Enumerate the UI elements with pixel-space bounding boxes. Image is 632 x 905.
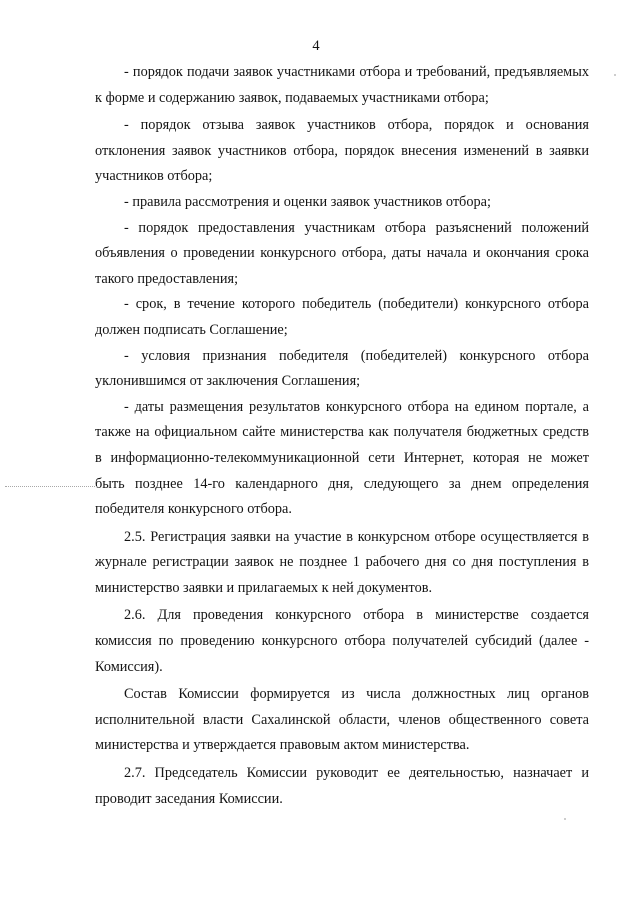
- paragraph-signing-deadline: - срок, в течение которого победитель (победители) конкурсного отбора должен подписать Соглашение;: [95, 296, 589, 338]
- paragraph-withdrawal-procedure: - порядок отзыва заявок участников отбора, порядок и основания отклонения заявок участников отбора, порядок внесения изменений в заявки участников отбора;: [95, 117, 589, 185]
- page-number: 4: [312, 38, 320, 54]
- paragraph-evasion-conditions: - условия признания победителя (победителей) конкурсного отбора уклонившимся от заключения Соглашения;: [95, 347, 589, 390]
- paragraph-2-7-chairman: 2.7. Председатель Комиссии руководит ее деятельностью, назначает и проводит заседания Комиссии.: [95, 765, 589, 807]
- scan-artifact-dot: [614, 74, 616, 76]
- paragraph-commission-composition: Состав Комиссии формируется из числа должностных лиц органов исполнительной власти Сахалинской области, членов общественного совета министерства и утверждается правовым актом министерства.: [95, 686, 589, 754]
- paragraph-results-publication: - даты размещения результатов конкурсного отбора на едином портале, а также на официальном сайте министерства как получателя бюджетных средств в информационно-телекоммуникационной сети Интернет, которая не может быть позднее 14-го календарного дня, следующего за днем определения победителя конкурсного отбора.: [95, 398, 589, 518]
- scan-artifact-dot: [564, 818, 566, 820]
- paragraph-2-6-commission: 2.6. Для проведения конкурсного отбора в министерстве создается комиссия по проведению конкурсного отбора получателей субсидий (далее - Комиссия).: [95, 607, 589, 675]
- paragraph-evaluation-rules: - правила рассмотрения и оценки заявок участников отбора;: [124, 193, 491, 210]
- paragraph-submission-procedure: - порядок подачи заявок участниками отбора и требований, предъявляемых к форме и содержанию заявок, подаваемых участниками отбора;: [95, 64, 589, 106]
- paragraph-2-5-registration: 2.5. Регистрация заявки на участие в конкурсном отборе осуществляется в журнале регистрации заявок не позднее 1 рабочего дня со дня поступления в министерство заявки и прилагаемых к ней документов.: [95, 528, 589, 596]
- scan-artifact-line: [5, 486, 97, 487]
- document-body: [95, 60, 589, 812]
- paragraph-clarification-procedure: - порядок предоставления участникам отбора разъяснений положений объявления о проведении конкурсного отбора, даты начала и окончания срока такого предоставления;: [95, 219, 589, 287]
